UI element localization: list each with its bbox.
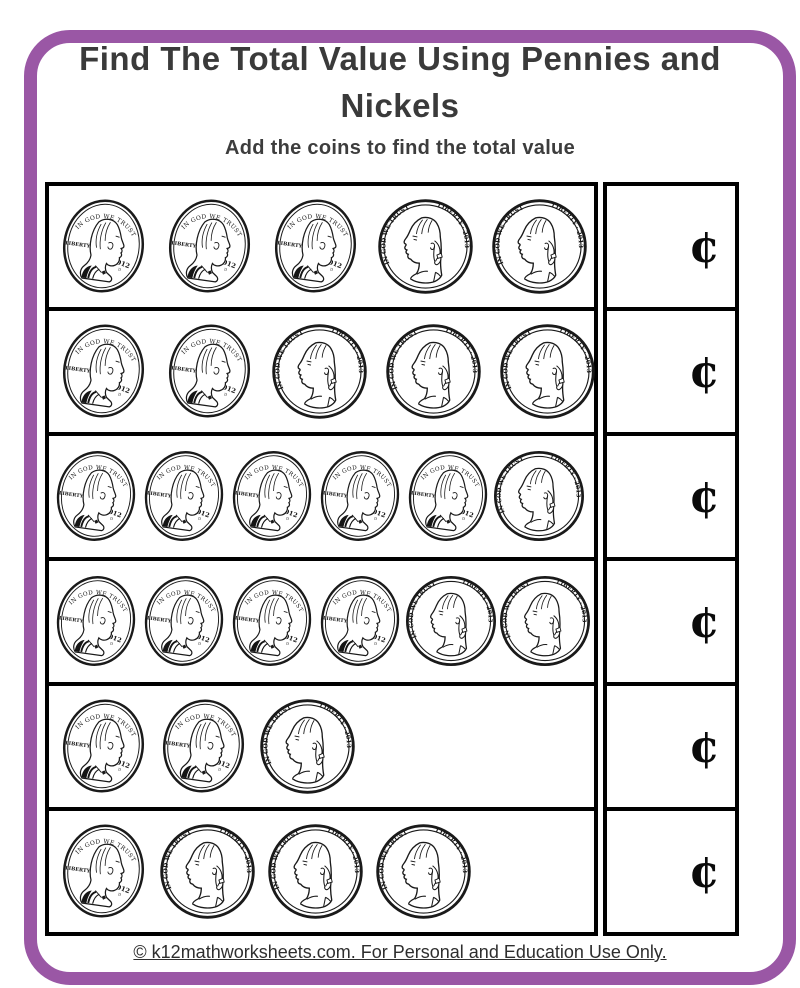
- footer: [0, 942, 800, 963]
- nickel-coin: [267, 819, 364, 924]
- penny-coin: [53, 448, 139, 544]
- answer-cell[interactable]: [607, 686, 735, 811]
- coin-row: [49, 436, 594, 561]
- penny-coin: [59, 321, 148, 421]
- footer-link[interactable]: © k12mathworksheets.com. For Personal and Education Use Only.: [133, 941, 667, 962]
- nickel-coin: [159, 819, 256, 924]
- penny-coin: [405, 448, 491, 544]
- cent-symbol: ¢: [688, 844, 720, 898]
- answer-cell[interactable]: [607, 311, 735, 436]
- nickel-coin: [259, 694, 356, 799]
- penny-coin: [59, 696, 148, 796]
- worksheet-table: [45, 182, 800, 936]
- coin-row: [49, 186, 594, 311]
- nickel-coin: [385, 319, 482, 424]
- cent-symbol: ¢: [688, 719, 720, 773]
- coin-row: [49, 811, 594, 932]
- page-subtitle: Add the coins to find the total value: [225, 136, 575, 159]
- penny-coin: [317, 573, 403, 669]
- page-title: [0, 36, 800, 130]
- answer-cell[interactable]: [607, 186, 735, 311]
- penny-coin: [229, 448, 315, 544]
- coin-row: [49, 311, 594, 436]
- cent-symbol: ¢: [688, 594, 720, 648]
- nickel-coin: [491, 194, 588, 299]
- nickel-coin: [271, 319, 368, 424]
- nickel-coin: [499, 319, 596, 424]
- cent-symbol: ¢: [688, 469, 720, 523]
- cent-symbol: ¢: [688, 219, 720, 273]
- penny-coin: [53, 573, 139, 669]
- answers-column: [603, 182, 739, 936]
- coin-row: [49, 686, 594, 811]
- penny-coin: [159, 696, 248, 796]
- penny-coin: [141, 448, 227, 544]
- coins-column: [45, 182, 598, 936]
- nickel-coin: [405, 571, 497, 671]
- cent-symbol: ¢: [688, 344, 720, 398]
- nickel-coin: [493, 446, 585, 546]
- answer-cell[interactable]: [607, 561, 735, 686]
- answer-cell[interactable]: [607, 436, 735, 561]
- nickel-coin: [375, 819, 472, 924]
- penny-coin: [165, 321, 254, 421]
- penny-coin: [59, 821, 148, 921]
- nickel-coin: [377, 194, 474, 299]
- answer-cell[interactable]: [607, 811, 735, 932]
- penny-coin: [271, 196, 360, 296]
- page-title-line2: Nickels: [340, 86, 460, 124]
- penny-coin: [317, 448, 403, 544]
- nickel-coin: [499, 571, 591, 671]
- page-title-line1: Find The Total Value Using Pennies and: [79, 40, 721, 77]
- coin-row: [49, 561, 594, 686]
- penny-coin: [141, 573, 227, 669]
- penny-coin: [59, 196, 148, 296]
- penny-coin: [165, 196, 254, 296]
- penny-coin: [229, 573, 315, 669]
